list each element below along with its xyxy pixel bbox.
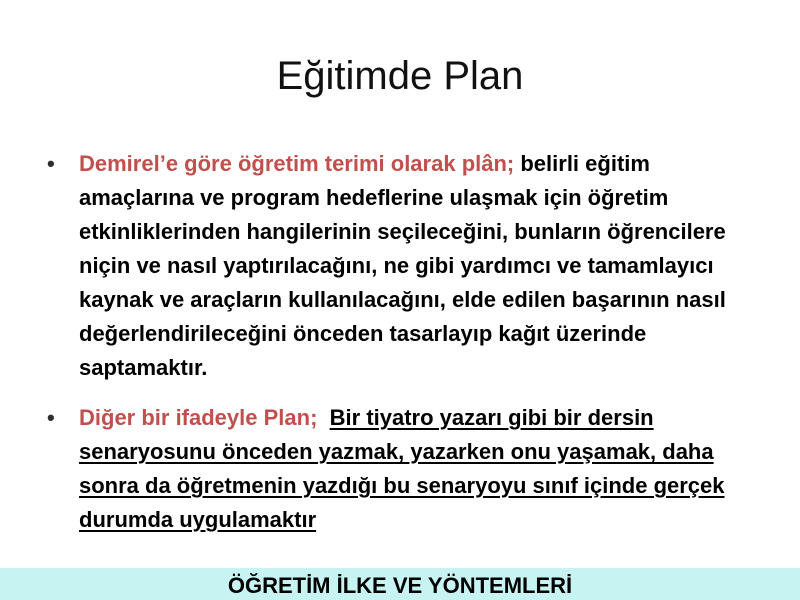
footer-banner [0,568,800,600]
bullet-lead-text: Demirel’e göre öğretim terimi olarak plân; [79,151,515,176]
underlined-body-text: Bir tiyatro yazarı gibi bir dersin senaryosunu önceden yazmak, yazarken onu yaşamak, daha sonra da öğretmenin yazdığı bu senaryoyu sınıf içinde gerçek durumda uygulamaktır [79,405,725,532]
bullet-item-plan-definition [0,147,800,385]
bullet-item-plan-alternative-definition [0,401,800,537]
slide-title: Eğitimde Plan [276,54,524,98]
bullet-body-text: belirli eğitim amaçlarına ve program hedeflerine ulaşmak için öğretim etkinliklerinden hangilerinin seçileceğini, bunların öğrencilere niçin ve nasıl yaptırılacağını, ne gibi yardımcı ve tamamlayıcı kaynak ve araçların kullanılacağını, elde edilen başarının nasıl değerlendirileceğini önceden tasarlayıp kağıt üzerinde saptamaktır. [79,151,726,380]
slide-content [0,147,800,567]
bullet-dot-icon: • [47,151,55,176]
bullet-spacer [317,405,329,430]
bullet-lead-text: Diğer bir ifadeyle Plan; [79,405,318,430]
footer-text: ÖĞRETİM İLKE VE YÖNTEMLERİ [227,573,573,598]
bullet-dot-icon: • [47,405,55,430]
